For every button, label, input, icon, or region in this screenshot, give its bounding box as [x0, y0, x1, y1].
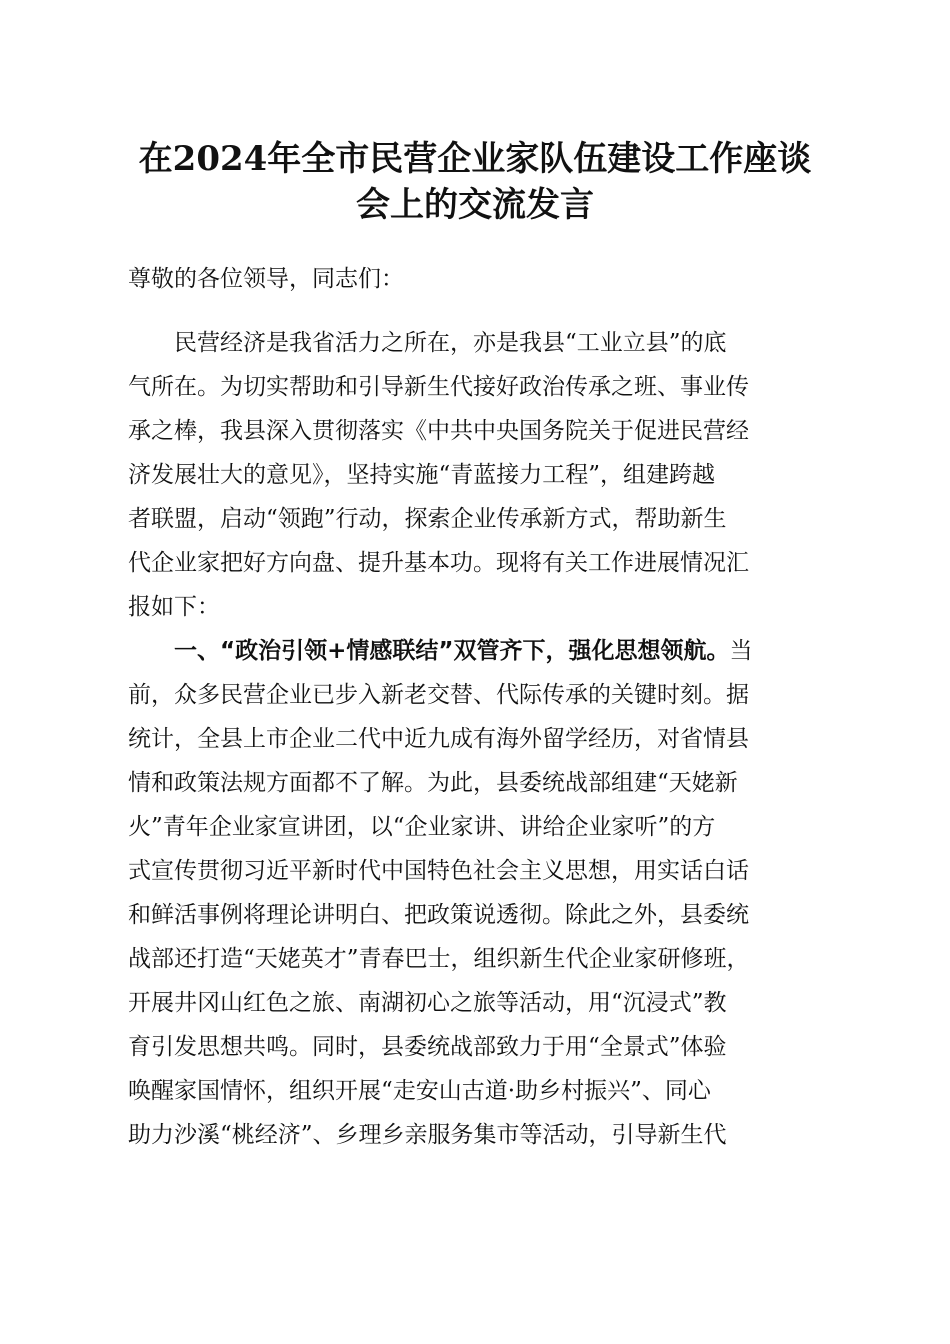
section1-line-12: 助力沙溪“桃经济”、乡理乡亲服务集市等活动，引导新生代 [128, 1122, 727, 1148]
title-line-2: 会上的交流发言 [356, 185, 594, 225]
intro-line-4: 济发展壮大的意见》，坚持实施“青蓝接力工程”，组建跨越 [128, 462, 716, 488]
section1-line-8: 战部还打造“天姥英才”青春巴士，组织新生代企业家研修班， [128, 946, 750, 972]
section1-heading: 一、“政治引领+情感联结”双管齐下，强化思想领航。 [174, 638, 730, 664]
intro-line-1: 民营经济是我省活力之所在，亦是我县“工业立县”的底 [174, 330, 727, 356]
intro-line-7: 报如下： [128, 594, 220, 620]
intro-line-6: 代企业家把好方向盘、提升基本功。现将有关工作进展情况汇 [128, 550, 749, 576]
section1-first-line [174, 631, 753, 671]
section1-line-5: 火”青年企业家宣讲团，以“企业家讲、讲给企业家听”的方 [128, 814, 716, 840]
intro-line-5: 者联盟，启动“领跑”行动，探索企业传承新方式，帮助新生 [128, 506, 727, 532]
salutation: 尊敬的各位领导，同志们： [128, 266, 404, 292]
section1-line-2: 前，众多民营企业已步入新老交替、代际传承的关键时刻。据 [128, 682, 749, 708]
section1-line-9: 开展井冈山红色之旅、南湖初心之旅等活动，用“沉浸式”教 [128, 990, 727, 1016]
section1-line-7: 和鲜活事例将理论讲明白、把政策说透彻。除此之外，县委统 [128, 902, 749, 928]
section1-line-4: 情和政策法规方面都不了解。为此，县委统战部组建“天姥新 [128, 770, 738, 796]
intro-line-2: 气所在。为切实帮助和引导新生代接好政治传承之班、事业传 [128, 374, 749, 400]
intro-line-3: 承之棒，我县深入贯彻落实《中共中央国务院关于促进民营经 [128, 418, 749, 444]
title-line-1: 在2024年全市民营企业家队伍建设工作座谈 [138, 139, 812, 179]
document-title [100, 136, 850, 228]
section1-line-3: 统计，全县上市企业二代中近九成有海外留学经历，对省情县 [128, 726, 749, 752]
section1-line-10: 育引发思想共鸣。同时，县委统战部致力于用“全景式”体验 [128, 1034, 727, 1060]
section1-line-11: 唤醒家国情怀，组织开展“走安山古道·助乡村振兴”、同心 [128, 1078, 711, 1104]
section1-line-6: 式宣传贯彻习近平新时代中国特色社会主义思想，用实话白话 [128, 858, 749, 884]
section1-first-line-rest: 当 [729, 638, 753, 664]
